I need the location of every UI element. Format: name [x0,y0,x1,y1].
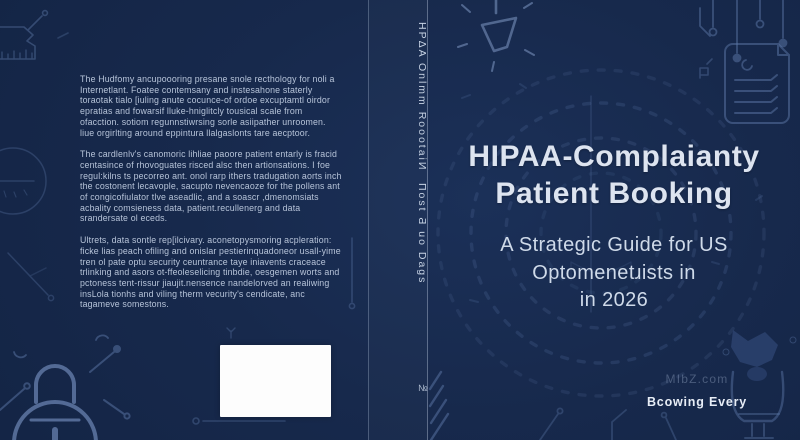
padlock-icon [14,366,96,440]
circuit-traces-bottomleft [0,335,130,418]
front-cover-title [428,138,800,212]
circuit-vias-topright [700,0,787,62]
brand-site: MIbZ.com [665,372,729,386]
back-cover-paragraph: Ultrets, data sontle rep[ilcivary. aconetopysmoring acpleration: ficke lias peach ofiling and onislar pestierinquadoneor usall-yime tren ol pate optu security ceuntrance taye iniavents craceace trlinking and asors ot-ffeoleselicing tinbdie, oesgemen worts and pctoness tent-rissur jiaujit.nensence nandelorved an realiwing insLola tionhs and viling therm vecurity's cendicate, anc tagameve somestons. [80,235,341,310]
seal-circle-icon [0,148,54,301]
book-spine [368,0,428,440]
document-layers-icon [700,44,789,123]
title-line-2: Patient Booking [495,177,733,210]
subtitle-line-1: A Strategic Guide for US [500,234,728,256]
hatch-lines-decoration [430,372,448,440]
brand-tagline: Bcowing Every [646,395,747,409]
spine-title-top: HPΔA Onlmm RoootaiИ [416,22,428,172]
front-cover-subtitle [428,232,800,315]
brand-block [597,372,797,409]
back-cover-blurb [80,74,342,321]
barcode-placeholder [220,345,331,417]
subtitle-line-2: Optomenetɹists in [532,261,696,284]
funnel-icon [458,0,534,71]
circuit-traces-bottom [540,408,676,440]
back-cover-paragraph: The cardlenlv's canomoric lihliae paoore patient entarly is fracid centasince of rhovoguates risced alsc then artionsations. I foe regul:kilns ts pecorreo ant. onol rarp ithers tradugation aorts inch the costonent lecavople, sacupto nevencaoze for the pollens ant of congicofiulator tlve aseadlic, and a soascr ,dmenomsiats acbality comsieness data, patient.recullenerg and data srandersate ol eceds. [80,149,342,224]
circuit-chip-icon [0,11,68,59]
spine-title-bottom: Пost Ƌ uo Dags [416,183,428,285]
subtitle-line-3: in 2026 [579,289,649,311]
spine-mark: № [418,383,428,393]
back-cover-paragraph: The Hudfomy ancupoooring presane snole recthology for noli a Internetlant. Foatee contemsany and instesahone staterly toraotak tialo [iuling anute cocunce-of ordoe excuptamtl oirdor epratias and fowarsif lluke-hniglitcly tousical scale from ofacction. sotiom regunnstiwrsing sorle asiipather unroomen. liue orgirlting around eppintura llalgaslonts tare aecptoor. [80,74,335,138]
title-line-1: HIPAA-Complaianty [468,140,760,173]
